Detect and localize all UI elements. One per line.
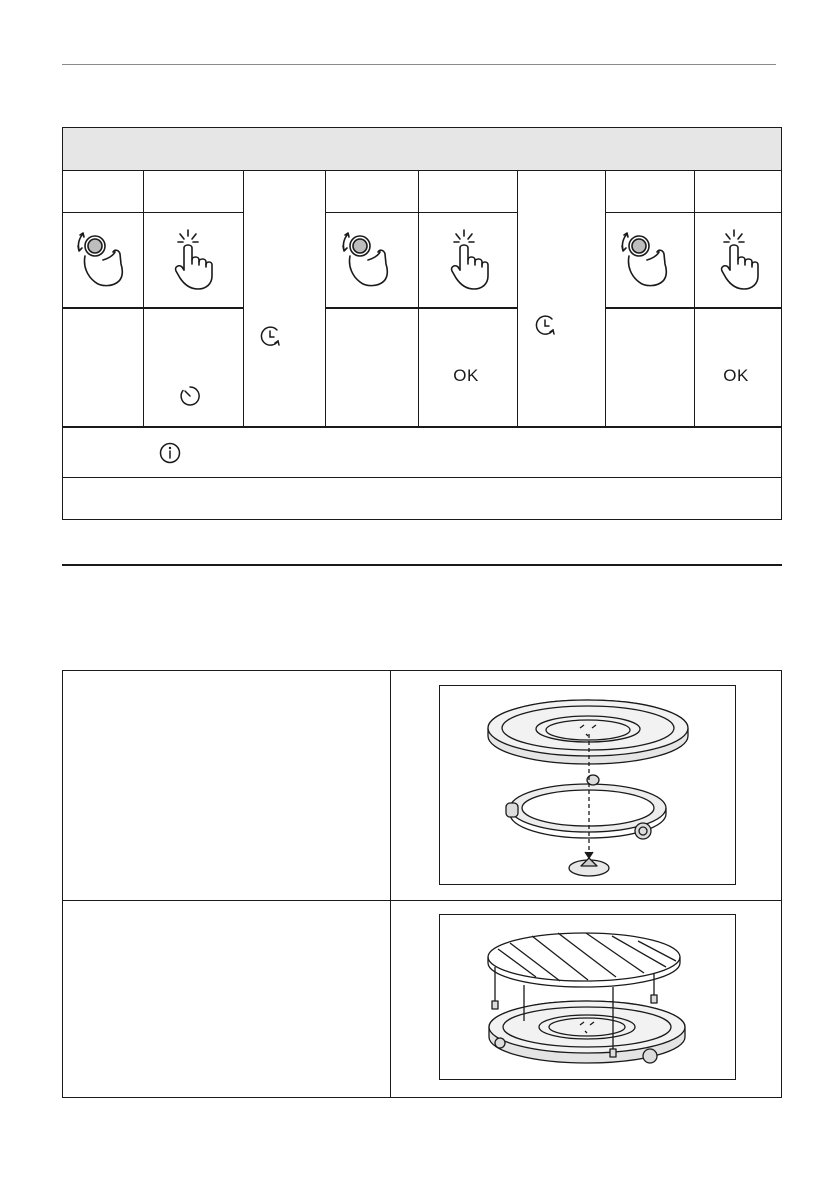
touch-icon [716,226,760,292]
col-divider [325,171,326,427]
row-divider [63,307,244,309]
clock-icon [257,324,283,350]
row-divider [326,307,517,309]
grill-rack-on-turntable-illustration [439,914,736,1080]
touch-icon [170,226,214,292]
col-divider [418,171,419,427]
col-divider [605,171,606,427]
col-divider [390,671,391,1097]
info-icon [158,441,182,465]
procedure-table-header [63,128,781,171]
ok-label: OK [723,366,749,385]
clock-icon [532,313,558,339]
col-divider [243,171,244,427]
ok-label: OK [453,366,479,385]
row-divider [605,307,781,309]
col-divider [517,171,518,427]
turntable-assembly-illustration [439,685,736,885]
turn-knob-icon [73,226,129,290]
row-divider [326,212,517,213]
row-divider [605,212,781,213]
row-divider [63,900,781,901]
header-rule [62,64,776,65]
row-divider [63,212,244,213]
section-rule [62,564,782,566]
turn-knob-icon [338,226,394,290]
row-divider [63,426,781,428]
col-divider [694,171,695,427]
touch-icon [446,226,490,292]
timer-icon [178,384,202,408]
col-divider [143,171,144,427]
turn-knob-icon [617,226,673,290]
row-divider [63,477,781,478]
